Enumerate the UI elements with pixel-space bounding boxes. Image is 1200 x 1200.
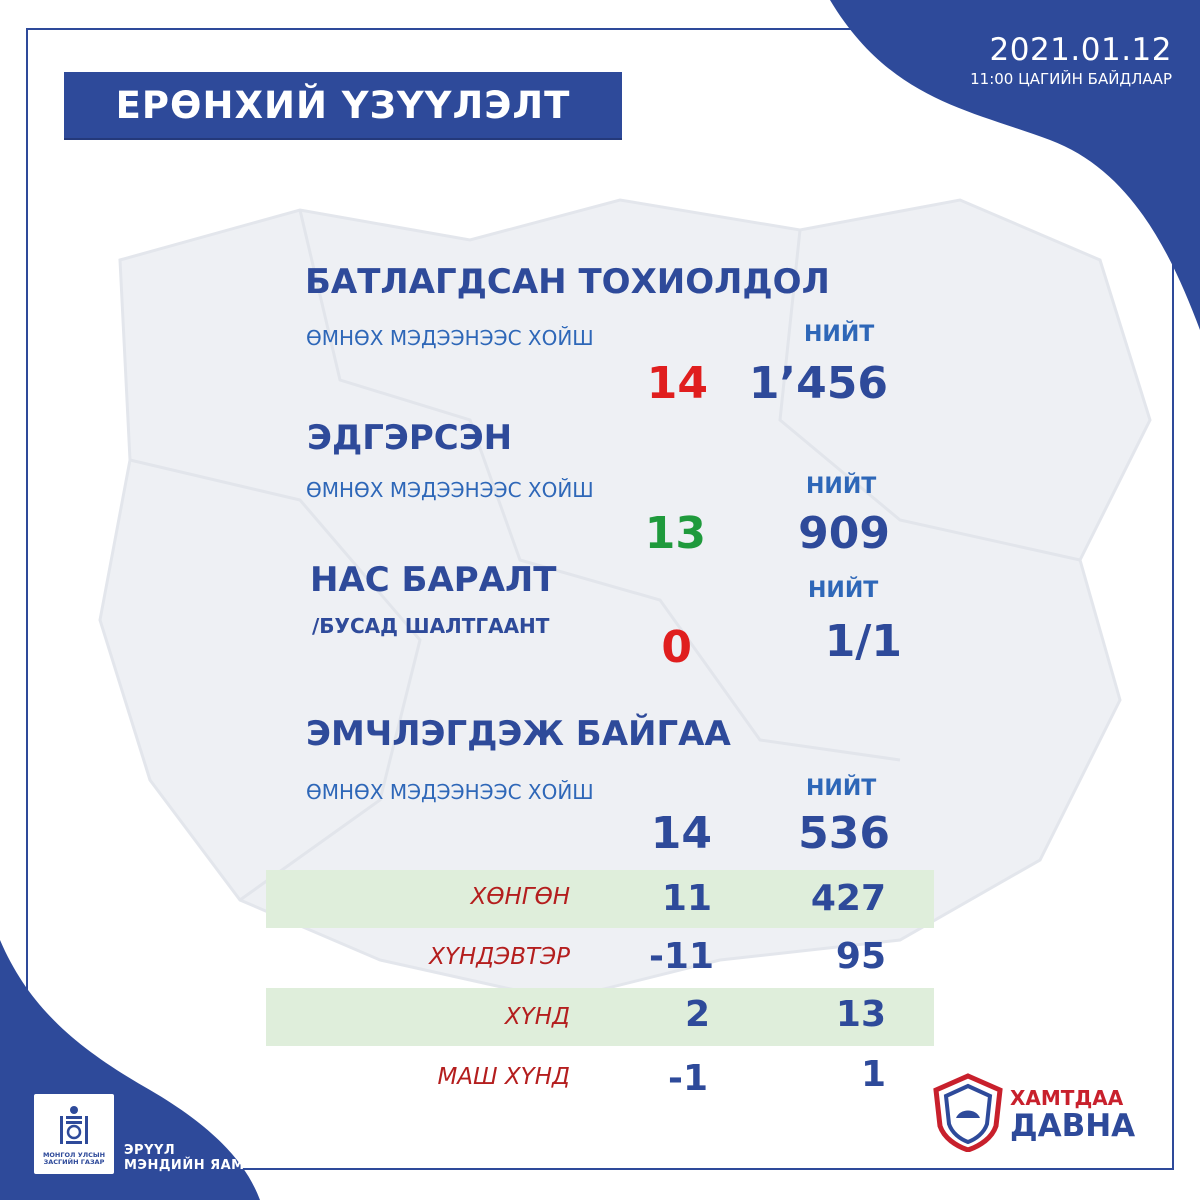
- severity-change: -1: [668, 1058, 708, 1099]
- severity-total: 427: [810, 878, 886, 919]
- severity-label: ХӨНГӨН: [470, 884, 570, 910]
- confirmed-total-label: НИЙТ: [804, 322, 875, 347]
- recovered-total-label: НИЙТ: [806, 474, 877, 499]
- ministry-line1: ЭРҮҮЛ: [124, 1143, 176, 1158]
- page-title: ЕРӨНХИЙ ҮЗҮҮЛЭЛТ: [115, 83, 571, 127]
- treatment-new-value: 14: [650, 808, 712, 859]
- government-logo-text: МОНГОЛ УЛСЫН ЗАСГИЙН ГАЗАР: [42, 1151, 106, 1166]
- deaths-heading: НАС БАРАЛТ: [310, 560, 557, 600]
- severity-change: 2: [684, 994, 710, 1035]
- date-block: [970, 32, 1172, 89]
- severity-label: ХҮНДЭВТЭР: [429, 944, 570, 970]
- confirmed-total-value: 1’456: [748, 358, 888, 409]
- severity-total: 95: [835, 936, 886, 977]
- severity-label: ХҮНД: [504, 1004, 570, 1030]
- government-logo: [34, 1094, 114, 1174]
- deaths-total-value: 1/1: [824, 616, 902, 667]
- campaign-badge: [930, 1072, 1146, 1152]
- treatment-total-label: НИЙТ: [806, 776, 877, 801]
- treatment-heading: ЭМЧЛЭГДЭЖ БАЙГАА: [306, 714, 731, 754]
- confirmed-heading: БАТЛАГДСАН ТОХИОЛДОЛ: [305, 262, 830, 302]
- severity-change: 11: [661, 878, 712, 919]
- severity-label: МАШ ХҮНД: [437, 1064, 570, 1090]
- treatment-total-value: 536: [798, 808, 890, 859]
- treatment-since-label: ӨМНӨХ МЭДЭЭНЭЭС ХОЙШ: [306, 780, 594, 804]
- campaign-line1: ХАМТДАА: [1010, 1086, 1124, 1110]
- shield-icon: [930, 1072, 1006, 1152]
- severity-total: 1: [860, 1054, 886, 1095]
- recovered-heading: ЭДГЭРСЭН: [307, 418, 513, 458]
- report-date: 2021.01.12: [989, 32, 1172, 68]
- title-banner: [64, 72, 622, 138]
- recovered-since-label: ӨМНӨХ МЭДЭЭНЭЭС ХОЙШ: [306, 478, 594, 502]
- confirmed-new-value: 14: [646, 358, 708, 409]
- deaths-new-value: 0: [661, 622, 692, 673]
- severity-total: 13: [835, 994, 886, 1035]
- ministry-line2: МЭНДИЙН ЯАМ: [124, 1158, 245, 1173]
- recovered-total-value: 909: [798, 508, 890, 559]
- deaths-sub-label: /БУСАД ШАЛТГААНТ: [312, 614, 550, 638]
- recovered-new-value: 13: [644, 508, 706, 559]
- ministry-name: [124, 1143, 245, 1173]
- severity-change: -11: [648, 936, 714, 977]
- campaign-line2: ДАВНА: [1010, 1108, 1136, 1144]
- deaths-total-label: НИЙТ: [808, 578, 879, 603]
- soyombo-emblem-icon: [54, 1102, 94, 1150]
- report-time-note: 11:00 ЦАГИЙН БАЙДЛААР: [970, 70, 1172, 88]
- confirmed-since-label: ӨМНӨХ МЭДЭЭНЭЭС ХОЙШ: [306, 326, 594, 350]
